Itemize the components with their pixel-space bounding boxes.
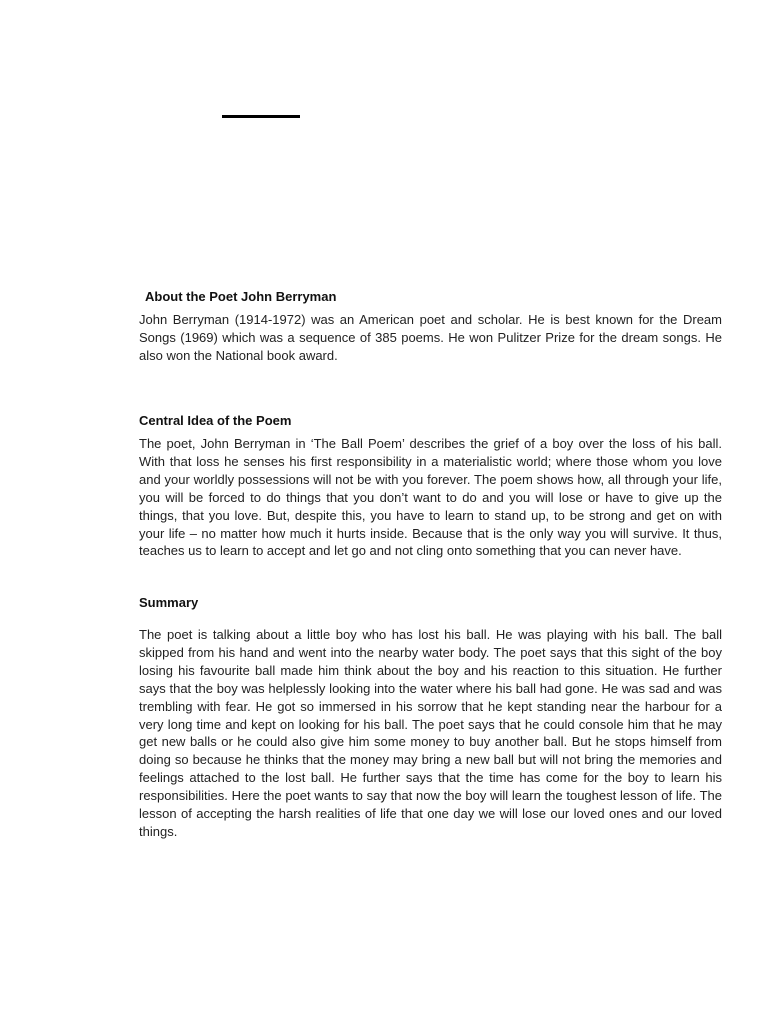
- summary-heading: Summary: [139, 595, 199, 610]
- about-poet-heading: About the Poet John Berryman: [145, 289, 337, 304]
- central-idea-heading: Central Idea of the Poem: [139, 413, 292, 428]
- central-idea-paragraph: The poet, John Berryman in ‘The Ball Poem’ describes the grief of a boy over the loss of his ball. With that loss he senses his first responsibility in a materialistic world; where those whom you love and your worldly possessions will not be with you forever. The poem shows how, all through your life, you will be forced to do things that you don’t want to do and you will lose or have to give up the things, that you love. But, despite this, you have to learn to stand up, to be strong and get on with your life – no matter how much it hurts inside. Because that is the only way you will survive. It thus, teaches us to learn to accept and let go and not cling onto something that you can never have.: [139, 436, 722, 559]
- summary-section: [139, 594, 722, 841]
- central-idea-section: [139, 412, 722, 560]
- about-poet-paragraph: John Berryman (1914-1972) was an American poet and scholar. He is best known for the Dream Songs (1969) which was a sequence of 385 poems. He won Pulitzer Prize for the dream songs. He also won the National book award.: [139, 312, 722, 363]
- title-underline-rule: [222, 115, 300, 118]
- summary-paragraph: The poet is talking about a little boy who has lost his ball. He was playing with his ball. The ball skipped from his hand and went into the nearby water body. The poet says that this sight of the boy losing his favourite ball made him think about the boy and his reaction to this situation. He further says that the boy was helplessly looking into the water where his ball had gone. He was sad and was trembling with fear. He got so immersed in his sorrow that he kept standing near the harbour for a very long time and kept on looking for his ball. The poet says that he could console him that he may get new balls or he could also give him some money to buy another ball. But he stops himself from doing so because he thinks that the money may bring a new ball but will not bring the memories and feelings attached to the lost ball. He further says that the time has come for the boy to learn his responsibilities. Here the poet wants to say that now the boy will learn the toughest lesson of life. The lesson of accepting the harsh realities of life that one day we will lose our loved ones and our loved things.: [139, 627, 722, 839]
- about-poet-section: [139, 288, 722, 365]
